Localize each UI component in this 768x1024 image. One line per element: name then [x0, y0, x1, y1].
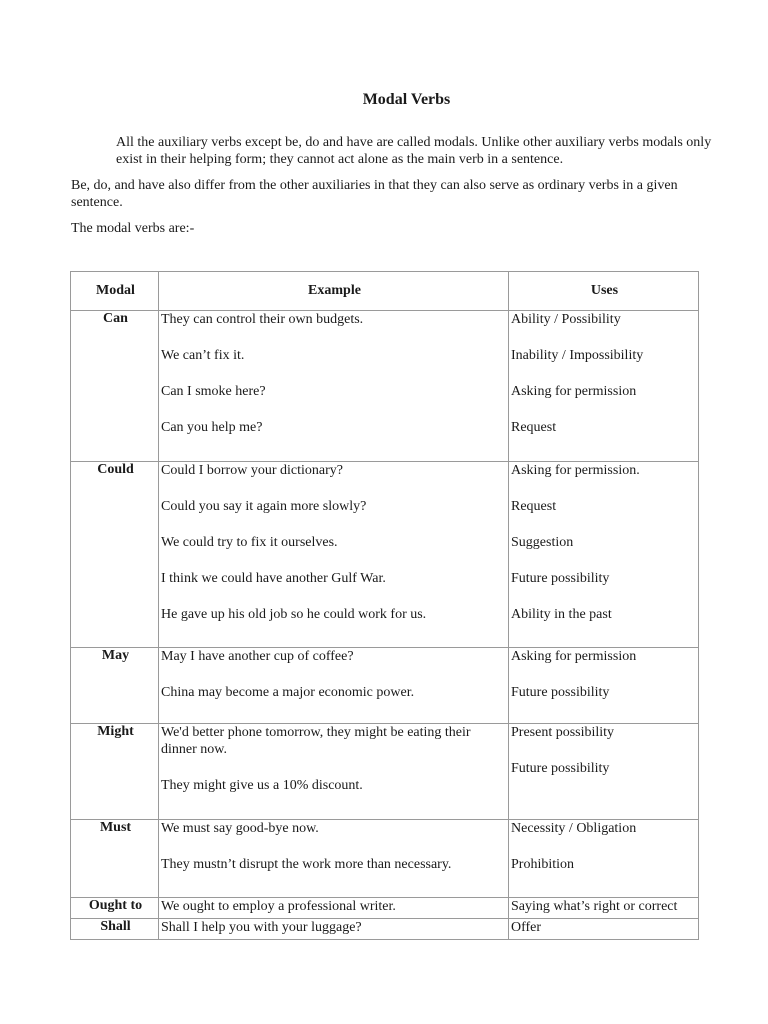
use-text: Saying what’s right or correct [511, 899, 678, 914]
example-text: Can I smoke here? [161, 384, 266, 399]
header-modal: Modal [71, 272, 159, 311]
uses-cell [509, 898, 699, 919]
example-text: Could I borrow your dictionary? [161, 463, 343, 478]
use-text: Future possibility [511, 571, 610, 586]
example-text: China may become a major economic power. [161, 685, 415, 700]
example-text: He gave up his old job so he could work for us. [161, 607, 427, 622]
modal-name: Must [71, 820, 159, 898]
use-text: Offer [511, 920, 542, 935]
use-text: Present possibility [511, 725, 615, 740]
use-text: Suggestion [511, 535, 574, 550]
uses-cell [509, 724, 699, 820]
example-text: Could you say it again more slowly? [161, 499, 367, 514]
example-text: I think we could have another Gulf War. [161, 571, 386, 586]
use-text: Future possibility [511, 685, 610, 700]
modal-name: Shall [71, 919, 159, 940]
use-text: Request [511, 420, 557, 435]
example-cell [159, 820, 509, 898]
table-row [71, 648, 699, 724]
example-text: We ought to employ a professional writer. [161, 899, 396, 914]
example-text: Can you help me? [161, 420, 263, 435]
use-text: Asking for permission [511, 649, 637, 664]
modal-name: Can [71, 311, 159, 462]
example-cell [159, 724, 509, 820]
use-text: Ability / Possibility [511, 312, 621, 327]
intro-paragraph: All the auxiliary verbs except be, do and have are called modals. Unlike other auxiliary verbs modals only exist in their helping form; they cannot act alone as the main verb in a sentence. [116, 135, 712, 167]
use-text: Ability in the past [511, 607, 612, 622]
table-row [71, 462, 699, 648]
auxiliaries-paragraph: Be, do, and have also differ from the other auxiliaries in that they can also serve as ordinary verbs in a given sentence. [71, 178, 678, 210]
example-text: They mustn’t disrupt the work more than necessary. [161, 857, 452, 872]
table-header-row [71, 272, 699, 311]
uses-cell [509, 462, 699, 648]
use-text: Asking for permission. [511, 463, 640, 478]
uses-cell [509, 919, 699, 940]
header-uses: Uses [509, 272, 699, 311]
use-text: Future possibility [511, 761, 610, 776]
uses-cell [509, 311, 699, 462]
use-text: Inability / Impossibility [511, 348, 644, 363]
example-cell [159, 311, 509, 462]
modal-verbs-table [70, 271, 699, 940]
page-title: Modal Verbs [362, 91, 451, 108]
modal-name: May [71, 648, 159, 724]
table-row [71, 898, 699, 919]
modal-name: Could [71, 462, 159, 648]
modal-name: Ought to [71, 898, 159, 919]
example-text: They might give us a 10% discount. [161, 778, 363, 793]
table-row [71, 919, 699, 940]
example-cell [159, 919, 509, 940]
use-text: Request [511, 499, 557, 514]
table-row [71, 820, 699, 898]
uses-cell [509, 820, 699, 898]
modal-list-intro: The modal verbs are:- [71, 221, 195, 236]
header-example: Example [159, 272, 509, 311]
example-text: We must say good-bye now. [161, 821, 319, 836]
example-text: Shall I help you with your luggage? [161, 920, 362, 935]
example-cell [159, 462, 509, 648]
example-text: They can control their own budgets. [161, 312, 364, 327]
use-text: Necessity / Obligation [511, 821, 637, 836]
example-cell [159, 648, 509, 724]
use-text: Prohibition [511, 857, 575, 872]
use-text: Asking for permission [511, 384, 637, 399]
example-cell [159, 898, 509, 919]
modal-name: Might [71, 724, 159, 820]
example-text: May I have another cup of coffee? [161, 649, 354, 664]
example-text: We'd better phone tomorrow, they might be eating their dinner now. [161, 725, 471, 757]
table-row [71, 311, 699, 462]
example-text: We could try to fix it ourselves. [161, 535, 338, 550]
table-row [71, 724, 699, 820]
example-text: We can’t fix it. [161, 348, 245, 363]
uses-cell [509, 648, 699, 724]
